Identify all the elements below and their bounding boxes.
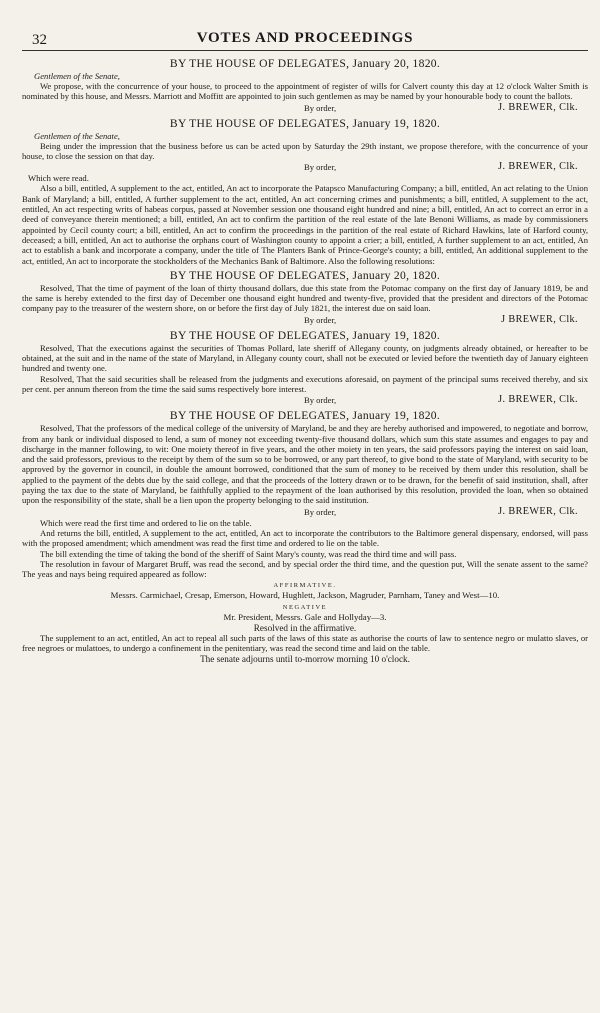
- message-2-heading: BY THE HOUSE OF DELEGATES, January 19, 1820.: [169, 116, 441, 130]
- resolution-2-text-1: Resolved, That the executions against the securities of Thomas Pollard, late sheriff of Allegany county, on judgments already obtained, or hereafter to be obtained, at the suit and in the name of the state of Maryland, in Allegany county court, shall not be executed or levied before the twentieth day of January eighteen hundred and twenty one.: [22, 342, 588, 374]
- closing-paragraph-2: And returns the bill, entitled, A supplement to the act, entitled, An act to incorporate the contributors to the Baltimore general dispensary, endorsed, will pass with the proposed amendment; which amendment was read the first time and ordered to lie on the table.: [22, 527, 588, 549]
- message-1-by-order: By order,: [304, 102, 337, 113]
- adjournment-note: The senate adjourns until to-morrow morning 10 o'clock.: [200, 653, 410, 664]
- resolution-2-clerk: J. BREWER, Clk.: [498, 394, 578, 406]
- resolution-3-heading: BY THE HOUSE OF DELEGATES, January 19, 1820.: [169, 409, 441, 423]
- document-page: [22, 28, 588, 664]
- closing-paragraph-3: The bill extending the time of taking the bond of the sheriff of Saint Mary's county, was read the third time and will pass.: [40, 548, 457, 559]
- closing-paragraph-1: Which were read the first time and ordered to lie on the table.: [40, 517, 252, 528]
- affirmative-names: Messrs. Carmichael, Cresap, Emerson, Howard, Hughlett, Jackson, Magruder, Parnham, Taney and West—10.: [110, 590, 500, 601]
- affirmative-label: AFFIRMATIVE.: [273, 582, 337, 590]
- resolution-1-text: Resolved, That the time of payment of the loan of thirty thousand dollars, due this state from the Potomac company on the first day of January 1819, be and the same is hereby extended to the first day of December one thousand eight hundred and twenty-five, provided that the president and directors of the Potomac company pay to the treasurer of the western shore, on or before the first day of July 1821, the interest due on said loan.: [22, 282, 588, 314]
- resolution-3-by-order: By order,: [304, 506, 337, 517]
- vote-result: Resolved in the affirmative.: [253, 622, 357, 633]
- resolution-1-heading: BY THE HOUSE OF DELEGATES, January 20, 1820.: [169, 268, 441, 282]
- negative-names: Mr. President, Messrs. Gale and Hollyday—3.: [223, 611, 387, 622]
- running-title: VOTES AND PROCEEDINGS: [196, 30, 414, 46]
- resolution-2-signature: [22, 394, 588, 406]
- resolution-3-signature: [22, 506, 588, 518]
- resolution-2-by-order: By order,: [304, 395, 337, 406]
- resolution-1-signature: [22, 314, 588, 326]
- final-paragraph: The supplement to an act, entitled, An act to repeal all such parts of the laws of this state as authorise the courts of law to sentence negro or mulatto slaves, or free negroes or mulattoes, to undergo a confinement in the penitentiary, was read the second time and laid on the table.: [22, 633, 588, 654]
- resolution-1-clerk: J BREWER, Clk.: [501, 313, 578, 325]
- message-1-salutation: Gentlemen of the Senate,: [34, 71, 120, 81]
- message-2-clerk: J. BREWER, Clk.: [498, 161, 578, 173]
- message-2-body: Being under the impression that the business before us can be acted upon by Saturday the 29th instant, we propose therefore, with the concurrence of your house, to close the session on that day.: [22, 140, 588, 161]
- negative-label: NEGATIVE: [282, 603, 328, 611]
- resolution-3-text: Resolved, That the professors of the medical college of the university of Maryland, be and they are hereby authorised and impowered, to negotiate and borrow, from any bank or individual disposed to lend, a sum of money not exceeding twenty-five thousand dollars, which sum this state assumes and engages to pay and discharge in the manner following, to wit: One moiety thereof in five years, and the other moiety in ten years, the said professors paying the interest on said loan, and the said professors, previous to the receipt by them of the sum so to be borrowed, or any part thereof, to give bond to the state of Maryland, with security to be approved by the governor in council, in double the amount borrowed, conditioned that the sum of money to be received by them under this resolution, shall be applied to the payment of the debts due by the said college, and that the proceeds of the lottery drawn or to be drawn, for the benefit of said institution, shall, after paying the tax due to the state of Maryland, be faithfully applied to the repayment of the loan authorised by this resolution, provided the loan, when so obtained upon the responsibility of the state, shall be a lien upon the property belonging to the said institution.: [22, 423, 588, 506]
- read-note: Which were read.: [28, 173, 89, 184]
- message-1-clerk: J. BREWER, Clk.: [498, 101, 578, 113]
- closing-paragraph-4: The resolution in favour of Margaret Bruff, was read the second, and by special order the third time, and the question put, Will the senate assent to the same? The yeas and nays being required appeared as follow:: [22, 558, 588, 580]
- message-1-signature: [22, 102, 588, 114]
- resolution-3-clerk: J. BREWER, Clk.: [498, 505, 578, 517]
- message-1-body: We propose, with the concurrence of your house, to proceed to the appointment of register of wills for Calvert county this day at 12 o'clock Walter Smith is nominated by this house, and Messrs. Marriott and Moffitt are appointed to join such gentlemen as may be named by your honourable body to count the ballots.: [22, 81, 588, 102]
- message-2-by-order: By order,: [304, 162, 337, 173]
- message-2-signature: [22, 161, 588, 173]
- message-2-salutation: Gentlemen of the Senate,: [34, 130, 120, 141]
- running-header: [22, 28, 588, 51]
- resolution-2-text-2: Resolved, That the said securities shall be released from the judgments and executions aforesaid, on payment of the principal sums received thereby, and six per cent. per annum thereon from the time the said sums respectively bore interest.: [22, 373, 588, 394]
- resolution-1-by-order: By order,: [304, 314, 337, 325]
- resolution-2-heading: BY THE HOUSE OF DELEGATES, January 19, 1820.: [169, 328, 441, 342]
- message-1-heading: BY THE HOUSE OF DELEGATES, January 20, 1820.: [169, 57, 441, 70]
- bills-paragraph: Also a bill, entitled, A supplement to the act, entitled, An act to incorporate the Patapsco Manufacturing Company; a bill, entitled, An act relating to the Union Bank of Maryland; a bill, entitled, A further supplement to the act, entitled, An act concerning crimes and punishments; a bill, entitled, A supplement to the act, entitled, An act respecting writs of habeas corpus, passed at November session one thousand eight hundred and nine; a bill, entitled, An act to correct an error in a deed of conveyance therein mentioned; a bill, entitled, An act to confirm the partition of the real estate of the late Benoni Williams, as made by commissioners appointed by Cecil county court; a bill, entitled, An act to confirm the proceedings in the partition of the real estate of Richard Hawkins, late of Harford county, deceased; a bill, entitled, An act to authorise the orphans court of Washington county to appoint a crier; a bill, entitled, A further supplement to an act, entitled, An act to establish a bank and incorporate a company, under the title of The Planters Bank of Prince-George's county; a bill, entitled, An additional supplement to the act, entitled, An act to incorporate the stockholders of the Mechanics Bank of Baltimore. Also the following resolutions:: [22, 183, 588, 266]
- page-number: 32: [32, 32, 47, 48]
